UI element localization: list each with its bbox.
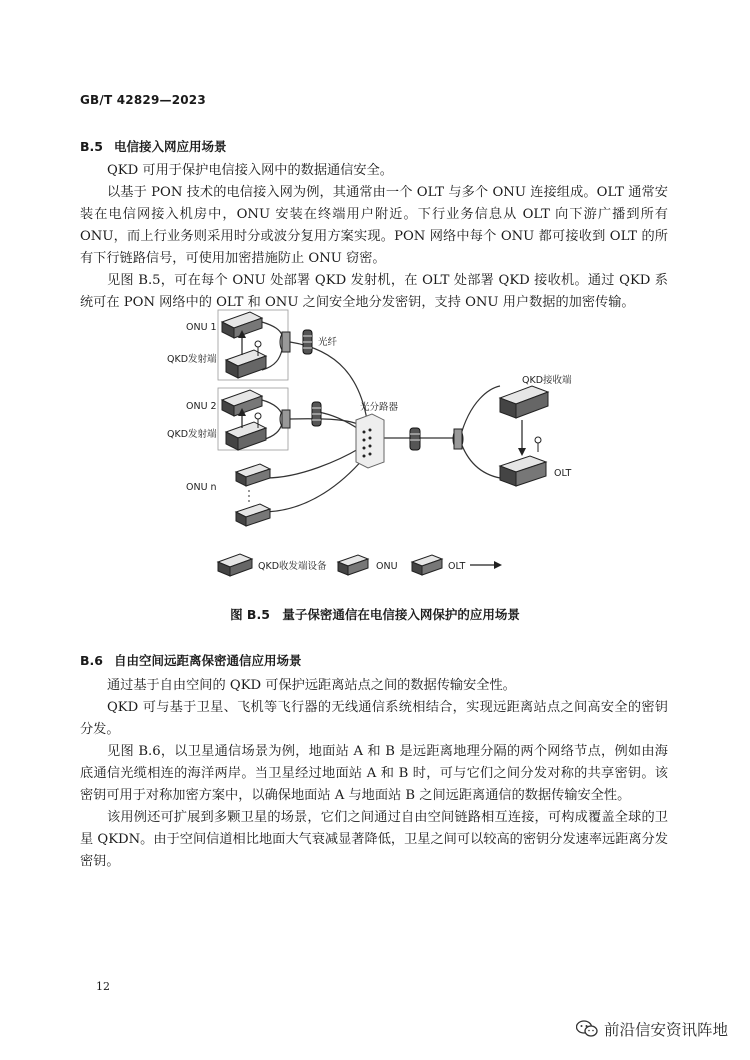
b5-paragraph-3: 见图 B.5，可在每个 ONU 处部署 QKD 发射机，在 OLT 处部署 QKD 接收机。通过 QKD 系统可在 PON 网络中的 OLT 和 ONU 之间安全地分发密钥，支持 ONU 用户数据的加密传输。 bbox=[80, 273, 668, 310]
legend-olt-icon bbox=[412, 555, 442, 575]
section-b6-title: 自由空间远距离保密通信应用场景 bbox=[114, 653, 302, 668]
b6-paragraph-4: 该用例还可扩展到多颗卫星的场景，它们之间通过自由空间链路相互连接，可构成覆盖全球的卫星 QKDN。由于空间信道相比地面大气衰减显著降低，卫星之间可以较高的密钥分发速率远距离分发密钥。 bbox=[80, 810, 668, 869]
label-onun: ONU n bbox=[186, 482, 217, 493]
qkd-transmitter-2 bbox=[226, 422, 266, 450]
fiber-connector-3 bbox=[410, 428, 420, 450]
section-b6-heading bbox=[80, 651, 302, 669]
label-fiber: 光纤 bbox=[318, 337, 338, 348]
b5-paragraph-2: 以基于 PON 技术的电信接入网为例，其通常由一个 OLT 与多个 ONU 连接组成。OLT 通常安装在电信网接入机房中，ONU 安装在终端用户附近。下行业务信息从 OLT 向下游广播到所有 ONU，而上行业务则采用时分或波分复用方案实现。PON 网络中每个 ONU 都可接收到 OLT 的所有下行链路信号，可使用加密措施防止 ONU 窃密。 bbox=[80, 185, 668, 266]
figure-b5-caption: 图 B.5 量子保密通信在电信接入网保护的应用场景 bbox=[230, 607, 520, 622]
section-b5-number: B.5 bbox=[80, 139, 103, 154]
label-onu1: ONU 1 bbox=[186, 322, 217, 333]
watermark bbox=[576, 1018, 728, 1040]
olt-device bbox=[500, 456, 546, 486]
page-number: 12 bbox=[96, 980, 110, 993]
fiber-coupler-3 bbox=[453, 429, 463, 449]
label-qkd-tx2: QKD发射端 bbox=[167, 429, 217, 440]
legend-onu-icon bbox=[338, 555, 368, 575]
b6-paragraph-3: 见图 B.6，以卫星通信场景为例，地面站 A 和 B 是远距离地理分隔的两个网络节点，例如由海底通信光缆相连的海洋两岸。当卫星经过地面站 A 和 B 时，可与它们之间分发对称的共享密钥。该密钥可用于对称加密方案中，以确保地面站 A 与地面站 B 之间远距离通信的数据传输安全性。 bbox=[80, 744, 668, 803]
figure-legend bbox=[218, 554, 502, 576]
legend-onu-label: ONU bbox=[376, 561, 398, 572]
fiber-coupler-1 bbox=[280, 332, 290, 352]
qkd-transmitter-1 bbox=[226, 350, 266, 378]
fiber-coupler-2 bbox=[280, 410, 290, 428]
key-icon-2 bbox=[255, 413, 261, 419]
b6-paragraph-1: 通过基于自由空间的 QKD 可保护远距离站点之间的数据传输安全性。 bbox=[107, 678, 516, 693]
key-icon-olt bbox=[535, 437, 541, 443]
legend-qkd-device-label: QKD收发端设备 bbox=[258, 561, 327, 572]
section-b5-title: 电信接入网应用场景 bbox=[114, 139, 227, 154]
qkd-receiver-device bbox=[500, 386, 548, 418]
optical-splitter bbox=[356, 414, 384, 468]
label-qkd-tx1: QKD发射端 bbox=[167, 354, 217, 365]
onun-device-bottom bbox=[236, 504, 270, 526]
label-qkd-rx: QKD接收端 bbox=[522, 375, 572, 386]
wechat-icon bbox=[576, 1020, 598, 1038]
b6-paragraph-2: QKD 可与基于卫星、飞机等飞行器的无线通信系统相结合，实现远距离站点之间高安全的密钥分发。 bbox=[80, 700, 668, 737]
b5-paragraph-1: QKD 可用于保护电信接入网中的数据通信安全。 bbox=[107, 163, 393, 178]
section-b6-number: B.6 bbox=[80, 653, 103, 668]
standard-code: GB/T 42829—2023 bbox=[80, 93, 206, 107]
fiber-connector-icon bbox=[303, 330, 312, 354]
watermark-text: 前沿信安资讯阵地 bbox=[603, 1021, 728, 1039]
label-olt: OLT bbox=[554, 468, 572, 479]
legend-olt-label: OLT bbox=[448, 561, 466, 572]
key-icon-1 bbox=[255, 341, 261, 347]
label-splitter: 光分路器 bbox=[360, 402, 399, 413]
label-onu2: ONU 2 bbox=[186, 401, 217, 412]
fiber-connector-2 bbox=[312, 402, 321, 426]
legend-qkd-device-icon bbox=[218, 554, 252, 576]
onun-device-top bbox=[236, 464, 270, 486]
